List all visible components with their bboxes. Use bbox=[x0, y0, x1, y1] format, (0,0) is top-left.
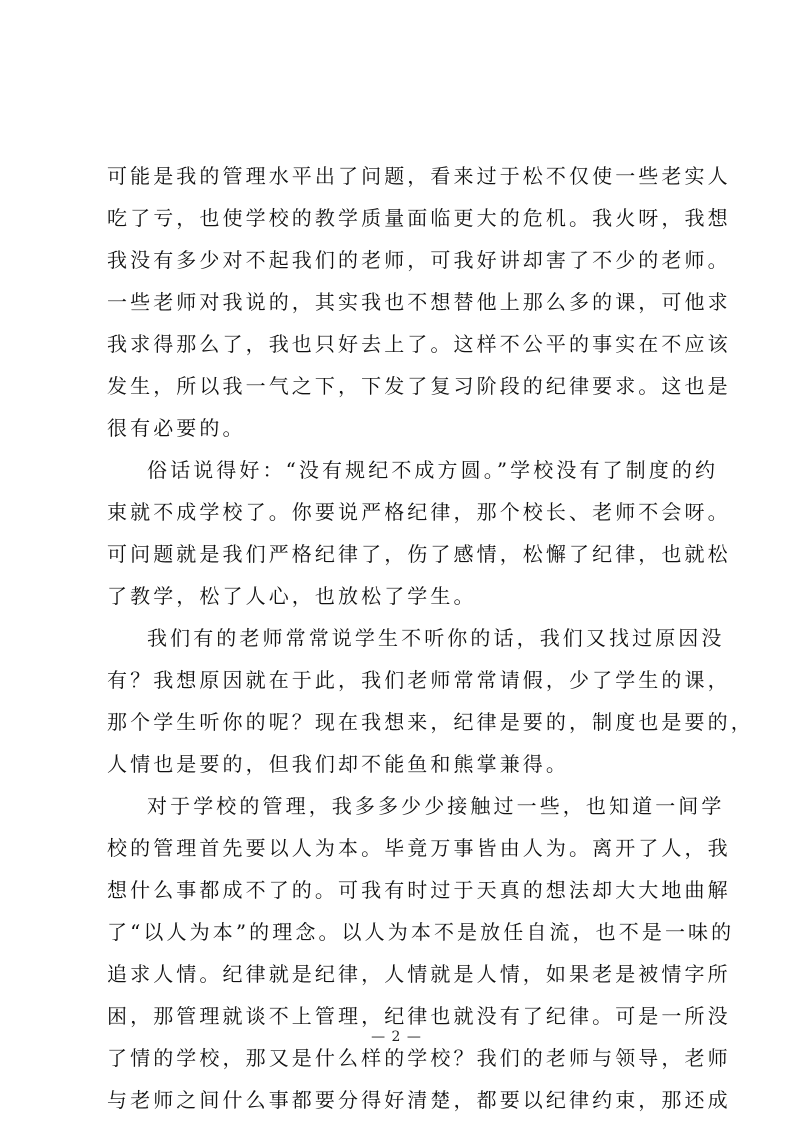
text-line: 想什么事都成不了的。可我有时过于天真的想法却大大地曲解 bbox=[107, 878, 731, 902]
text-line: 有？我想原因就在于此，我们老师常常请假，少了学生的课， bbox=[107, 668, 731, 692]
text-line: 我求得那么了，我也只好去上了。这样不公平的事实在不应该 bbox=[107, 332, 731, 356]
text-line: 了情的学校，那又是什么样的学校？我们的老师与领导，老师 bbox=[107, 1046, 731, 1070]
text-line: 与老师之间什么事都要分得好清楚，都要以纪律约束，那还成 bbox=[107, 1088, 731, 1112]
text-line: 人情也是要的，但我们却不能鱼和熊掌兼得。 bbox=[107, 752, 569, 776]
text-line: 困，那管理就谈不上管理，纪律也就没有了纪律。可是一所没 bbox=[107, 1004, 731, 1028]
text-line: 一些老师对我说的，其实我也不想替他上那么多的课，可他求 bbox=[107, 290, 731, 314]
text-line: 我没有多少对不起我们的老师，可我好讲却害了不少的老师。 bbox=[107, 248, 731, 272]
text-line: 了教学，松了人心，也放松了学生。 bbox=[107, 584, 477, 608]
text-line: 束就不成学校了。你要说严格纪律，那个校长、老师不会呀。 bbox=[107, 500, 731, 524]
text-line: 吃了亏，也使学校的教学质量面临更大的危机。我火呀，我想 bbox=[107, 206, 731, 230]
text-line: 发生，所以我一气之下，下发了复习阶段的纪律要求。这也是 bbox=[107, 374, 731, 398]
text-line: 对于学校的管理，我多多少少接触过一些，也知道一间学 bbox=[147, 794, 725, 818]
page-number: — 2 — bbox=[371, 1029, 422, 1045]
text-line: 了“以人为本”的理念。以人为本不是放任自流，也不是一味的 bbox=[107, 920, 735, 944]
body-text bbox=[107, 155, 754, 1121]
text-line: 追求人情。纪律就是纪律，人情就是人情，如果老是被情字所 bbox=[107, 962, 731, 986]
text-line: 可问题就是我们严格纪律了，伤了感情，松懈了纪律，也就松 bbox=[107, 542, 731, 566]
text-line: 俗话说得好：“没有规纪不成方圆。”学校没有了制度的约 bbox=[147, 458, 719, 482]
text-line: 那个学生听你的呢？现在我想来，纪律是要的，制度也是要的， bbox=[107, 710, 754, 734]
text-line: 我们有的老师常常说学生不听你的话，我们又找过原因没 bbox=[147, 626, 725, 650]
text-line: 校的管理首先要以人为本。毕竟万事皆由人为。离开了人，我 bbox=[107, 836, 731, 860]
text-line: 可能是我的管理水平出了问题，看来过于松不仅使一些老实人 bbox=[107, 164, 731, 188]
text-line: 很有必要的。 bbox=[107, 416, 246, 440]
